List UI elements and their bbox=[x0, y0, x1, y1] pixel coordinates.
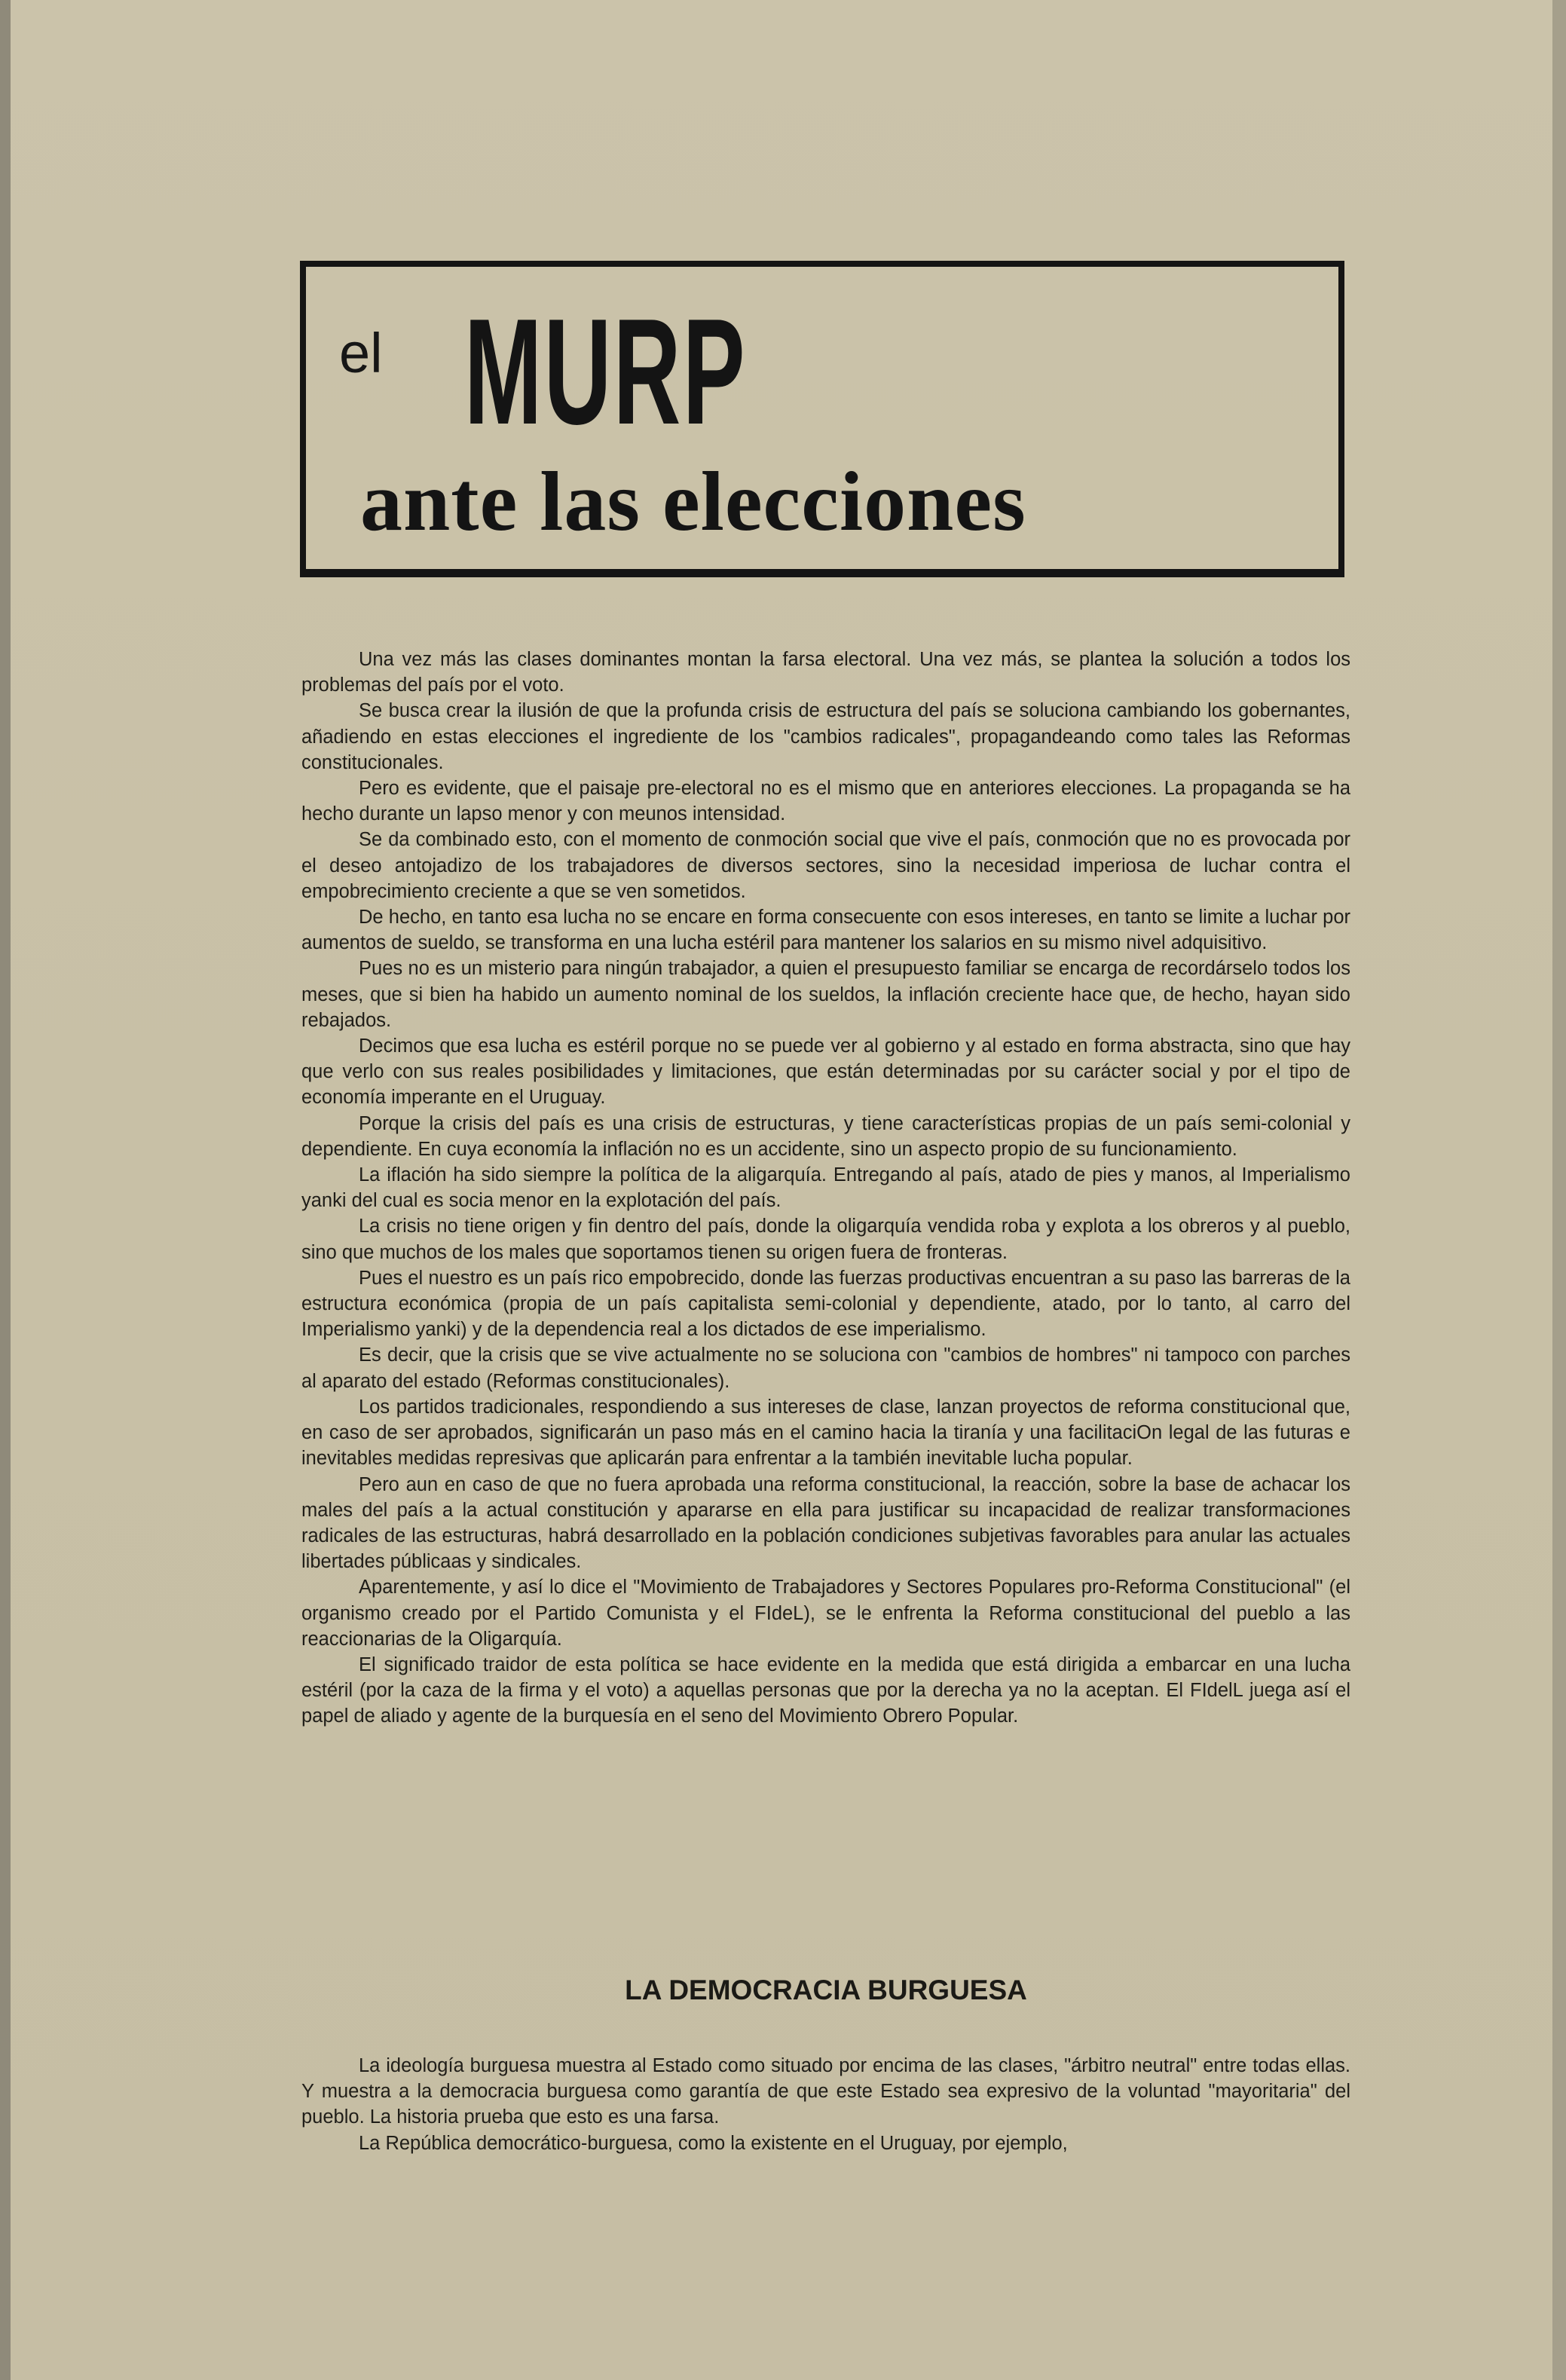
paragraph: La ideología burguesa muestra al Estado como situado por encima de las clases, "árbitro neutral" entre todas ellas. Y muestra a la democracia burguesa como garantía de que este Estado sea expresivo de la voluntad "mayoritaria" del pueblo. La historia prueba que esto es una farsa. bbox=[301, 2055, 1350, 2128]
section-body bbox=[301, 2053, 1350, 2156]
paragraph: Se da combinado esto, con el momento de conmoción social que vive el país, conmoción que no es provocada por el deseo antojadizo de los trabajadores de diversos sectores, sino la necesidad imperiosa de luchar contra el empobrecimiento creciente a que se ven sometidos. bbox=[301, 829, 1350, 902]
paragraph: Aparentemente, y así lo dice el "Movimiento de Trabajadores y Sectores Populares pro-Reforma Constitucional" (el organismo creado por el Partido Comunista y el FIdeL), se le enfrenta la Reforma constitucional del pueblo a las reaccionarias de la Oligarquía. bbox=[301, 1577, 1350, 1650]
title-subtitle: ante las elecciones bbox=[360, 455, 1026, 549]
page-left-edge bbox=[0, 0, 11, 2380]
paragraph: Pues el nuestro es un país rico empobrecido, donde las fuerzas productivas encuentran a su paso las barreras de la estructura económica (propia de un país capitalista semi-colonial y dependiente, atado, por lo tanto, al carro del Imperialismo yanki) y de la dependencia real a los dictados de ese imperialismo. bbox=[301, 1267, 1350, 1341]
paragraph: Pero es evidente, que el paisaje pre-electoral no es el mismo que en anteriores elecciones. La propaganda se ha hecho durante un lapso menor y con meunos intensidad. bbox=[301, 778, 1350, 825]
section-heading: LA DEMOCRACIA BURGUESA bbox=[625, 1975, 1027, 2005]
article-body bbox=[301, 647, 1350, 1730]
paragraph: Los partidos tradicionales, respondiendo a sus intereses de clase, lanzan proyectos de reforma constitucional que, en caso de ser aprobados, significarán un paso más en el camino hacia la tiranía y una facilitaciOn legal de las futuras e inevitables medidas represivas que aplicarán para enfrentar a la también inevitable lucha popular. bbox=[301, 1396, 1350, 1470]
title-prefix: el bbox=[339, 322, 383, 384]
paragraph: Decimos que esa lucha es estéril porque no se puede ver al gobierno y al estado en forma abstracta, sino que hay que verlo con sus reales posibilidades y limitaciones, que están determinadas por su carácter social y por el tipo de economía imperante en el Uruguay. bbox=[301, 1036, 1350, 1109]
paragraph: El significado traidor de esta política se hace evidente en la medida que está dirigida a embarcar en una lucha estéril (por la caza de la firma y el voto) a aquellas personas que por la derecha ya no la aceptan. El FIdelL juega así el papel de aliado y agente de la burquesía en el seno del Movimiento Obrero Popular. bbox=[301, 1653, 1350, 1727]
paragraph: Pues no es un misterio para ningún trabajador, a quien el presupuesto familiar se encarga de recordárselo todos los meses, que si bien ha habido un aumento nominal de los sueldos, la inflación creciente hace que, de hecho, hayan sido rebajados. bbox=[301, 958, 1350, 1031]
title-name: MURP bbox=[464, 288, 748, 456]
page-right-edge bbox=[1552, 0, 1566, 2380]
paragraph: Porque la crisis del país es una crisis de estructuras, y tiene características propias de un país semi-colonial y dependiente. En cuya economía la inflación no es un accidente, sino un aspecto propio de su funcionamiento. bbox=[301, 1112, 1350, 1160]
paragraph: Pero aun en caso de que no fuera aprobada una reforma constitucional, la reacción, sobre la base de achacar los males del país a la actual constitución y apararse en ella para justificar su incapacidad de realizar transformaciones radicales de las estructuras, habrá desarrollado en la población condiciones subjetivas favorables para anular las actuales libertades públicaas y sindicales. bbox=[301, 1473, 1350, 1573]
paragraph: De hecho, en tanto esa lucha no se encare en forma consecuente con esos intereses, en tanto se limite a luchar por aumentos de sueldo, se transforma en una lucha estéril para mantener los salarios en su mismo nivel adquisitivo. bbox=[301, 907, 1350, 954]
paragraph: Una vez más las clases dominantes montan la farsa electoral. Una vez más, se plantea la solución a todos los problemas del país por el voto. bbox=[301, 649, 1350, 696]
paragraph: Se busca crear la ilusión de que la profunda crisis de estructura del país se soluciona cambiando los gobernantes, añadiendo en estas elecciones el ingrediente de los "cambios radicales", propagandeando como tales las Reformas constitucionales. bbox=[301, 700, 1350, 773]
paragraph: La crisis no tiene origen y fin dentro del país, donde la oligarquía vendida roba y explota a los obreros y al pueblo, sino que muchos de los males que soportamos tienen su origen fuera de fronteras. bbox=[301, 1216, 1350, 1263]
paragraph: La iflación ha sido siempre la política de la aligarquía. Entregando al país, atado de pies y manos, al Imperialismo yanki del cual es socia menor en la explotación del país. bbox=[301, 1164, 1350, 1212]
title-box bbox=[300, 261, 1344, 577]
paragraph: La República democrático-burguesa, como la existente en el Uruguay, por ejemplo, bbox=[359, 2132, 1068, 2154]
paragraph: Es decir, que la crisis que se vive actualmente no se soluciona con "cambios de hombres" ni tampoco con parches al aparato del estado (Reformas constitucionales). bbox=[301, 1344, 1350, 1392]
